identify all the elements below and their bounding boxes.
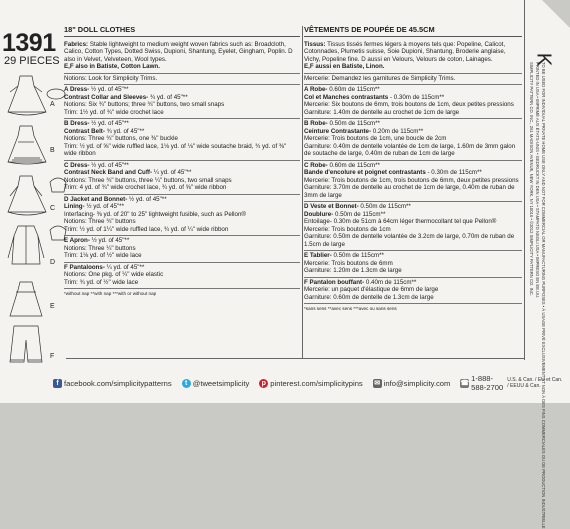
section-title: F Pantaloons- xyxy=(64,263,105,271)
section-trim: Trim: 1½ yd. of ¾" wide crochet lace xyxy=(64,108,164,116)
sketch-letter-e: E xyxy=(50,303,55,310)
section-yardage: 0.50m de 115cm** xyxy=(358,203,411,210)
section-sub: Ceinture Contrastante- xyxy=(304,127,372,135)
section-sub: Contrast Belt- xyxy=(64,127,105,135)
footer-divider xyxy=(66,358,524,359)
english-section-b xyxy=(64,119,300,161)
section-sub-yardage: - 0.30m de 115cm** xyxy=(425,169,482,176)
phone-note: U.S. & Can. / EU et Can. / EEUU & Can. xyxy=(507,377,563,389)
section-notions: Mercerie: un paquet d'élastique de 6mm de large xyxy=(304,286,439,293)
section-trim: Trim: 4 yd. of ¾" wide crochet lace, ¾ yd. of ⅝" wide ribbon xyxy=(64,184,227,191)
section-sub-yardage: - 0.30m de 115cm** xyxy=(388,93,445,101)
garment-sketches xyxy=(6,72,68,374)
section-yardage: ½ yd. of 45"** xyxy=(127,195,167,203)
fabrics-ef: E,F also in Batiste, Cotton Lawn. xyxy=(64,63,160,70)
french-section-f xyxy=(304,278,522,305)
section-title: B Dress- xyxy=(64,120,90,127)
section-notions: Notions: Six ¾" buttons; three ¾" buttons, two small snaps xyxy=(64,101,225,108)
section-trim: Trim: ½ yd. of ⅝" wide ruffled lace, 1⅛ yd. of ⅛" wide soutache braid, ¾ yd. of ⅜" wide ribbon xyxy=(64,142,287,157)
footer-contacts xyxy=(0,371,570,395)
envelope-icon: ✉ xyxy=(374,379,381,387)
section-sub-yardage: 0.50m de 115cm** xyxy=(333,210,386,218)
section-trim: Garniture: 0.50m de dentelle volantée de 3.2cm de large, 0.70m de ruban de 1.5cm de large xyxy=(304,233,515,248)
dress-a-sketch xyxy=(8,76,65,115)
section-yardage: 0.60m de 115cm** xyxy=(327,86,380,93)
section-notions: Notions: One pkg. of ¼" wide elastic xyxy=(64,271,164,278)
facebook-text: facebook.com/simplicitypatterns xyxy=(64,378,172,388)
section-trim: Garniture: 0.60m de dentelle de 1.3cm de large xyxy=(304,293,434,301)
section-title: A Dress- xyxy=(64,86,90,93)
french-title: VÊTEMENTS DE POUPÉE DE 45.5CM xyxy=(304,26,522,37)
section-notions: Mercerie: Trois boutons de 6mm xyxy=(304,259,393,267)
section-sub-yardage: ¼ yd. of 45"** xyxy=(152,169,192,176)
section-notions: Mercerie: Trois boutons de 1cm, une boucle de 2cm xyxy=(304,135,447,142)
section-title: E Apron- xyxy=(64,237,90,244)
legal-line-1: TO BE USED FOR INDIVIDUAL PRIVATE HOME USE ONLY AND NOT FOR COMMERCIAL OR MANUFACTURING PURPOSES • À USAGE PRIVÉ EXCLUSIVEMENT ET NON À DES FINS COMMERCIALES OU DE PRODUCTION INDUSTRIELLE xyxy=(541,62,546,529)
french-section-b xyxy=(304,119,522,161)
sketch-letter-a: A xyxy=(50,101,55,108)
section-notions: Mercerie: Six boutons de 6mm, trois boutons de 1cm, deux petites pressions xyxy=(304,101,514,108)
section-trim: Trim: 1⅛ yd. of ½" wide lace xyxy=(64,252,142,259)
section-title: A Robe- xyxy=(304,86,328,93)
french-footnote: *sans sens **avec sens ***avec ou sans sens xyxy=(304,306,397,311)
phone-icon: ☎ xyxy=(460,379,470,387)
section-yardage: 0.40m de 115cm** xyxy=(364,278,417,286)
section-sub: Contrast Neck Band and Cuff- xyxy=(64,169,153,176)
twitter-link[interactable] xyxy=(182,379,250,388)
section-yardage: 0.60m de 115cm** xyxy=(327,161,380,169)
phone-text: 1-888-588-2700 xyxy=(471,374,504,392)
jacket-d-sketch xyxy=(8,226,66,264)
english-section-f xyxy=(64,263,300,290)
section-notions: Notions: Three ¾" buttons, three ¼" buttons, two small snaps xyxy=(64,176,232,184)
section-yardage: 0.50m de 115cm** xyxy=(331,252,384,259)
french-notions-intro: Mercerie: Demandez les garnitures de Simplicity Trims. xyxy=(304,74,522,86)
fabrics-text: Stable lightweight to medium weight woven fabrics such as: Broadcloth, Calico, Cotton Types, Dotted Swiss, Dupioni, Shantung, Eyelet, Gingham, Poplin. D also in Velvet, Velveteen, Wool types. xyxy=(64,40,293,63)
english-section-e xyxy=(64,236,300,263)
dress-b-sketch xyxy=(8,126,46,164)
section-interfacing: Entoilage- 0.30m de 51cm à 64cm léger thermocollant tel que Pellon® xyxy=(304,218,497,225)
fabrics-label: Fabrics: xyxy=(64,40,89,48)
pinterest-icon: p xyxy=(259,379,268,388)
legal-text xyxy=(528,62,550,529)
section-trim: Garniture: 1.40m de dentelle au crochet de 1cm de large xyxy=(304,108,460,116)
sketch-letter-c: C xyxy=(50,205,56,212)
pattern-number: 1391 xyxy=(2,29,56,57)
sketch-letter-b: B xyxy=(50,147,55,154)
fabrics-text: Tissus tissés fermes légers à moyens tels que: Popeline, Calicot, Cotonnades, Plumetis suisse, Soie Dupioni, Shantung, Broderie anglaise, Vichy, Popeline fine. D aussi en Velours, Velours de coton, Lainages. xyxy=(304,40,506,63)
section-sub-yardage: ¾ yd. of 45"** xyxy=(104,127,145,135)
section-notions: Mercerie: Trois boutons de 1cm, trois boutons de 6mm, deux petites pressions xyxy=(304,176,519,184)
email-text: info@simplicity.com xyxy=(383,378,451,388)
piece-count: 29 PIECES xyxy=(4,55,60,67)
section-yardage: 0.50m de 115cm** xyxy=(327,120,380,127)
legal-line-3: SIMPLICITY PATTERN CO. INC., 261 MADISON AVENUE, NEW YORK, NY 10016 • ©2012 SIMPLICITY PATTERN CO. INC. xyxy=(529,62,534,296)
section-title: E Tablier- xyxy=(304,252,332,259)
section-trim: Trim: ½ yd. of 1¼" wide ruffled lace, ¾ yd. of ¼" wide ribbon xyxy=(64,225,229,233)
section-sub: Bande d'encolure et poignet contrastants xyxy=(304,169,426,176)
twitter-text: @tweetsimplicity xyxy=(192,378,250,388)
column-divider xyxy=(302,26,303,358)
sketch-letter-d: D xyxy=(50,259,56,266)
section-trim: Garniture: 0.40m de dentelle volantée de 1cm de large, 1.60m de 3mm galon de soutache de large, 0.40m de ruban de 1cm de large xyxy=(304,142,516,157)
section-sub: Doublure- xyxy=(304,210,334,218)
sketch-letter-f: F xyxy=(50,353,55,360)
section-interfacing: Interfacing- ⅜ yd. of 20" to 25" lightweight fusible, such as Pellon® xyxy=(64,210,246,218)
section-title: F Pantalon bouffant- xyxy=(304,278,365,286)
apron-e-sketch xyxy=(10,282,42,316)
english-footnote: *without nap **with nap ***with or without nap xyxy=(64,291,157,296)
section-notions: Notions: Three ¾" buttons, one ⅜" buckle xyxy=(64,135,179,142)
section-sub: Contrast Collar and Sleeves- xyxy=(64,93,149,101)
section-yardage: ½ yd. of 45"** xyxy=(89,120,129,127)
french-column xyxy=(304,26,522,313)
legal-line-2: PRINTED IN USA • IMPRIMÉ AUX ÉTATS-UNIS • GEDRUCKT IN DEN USA • STAMPATO NEGLI USA • IMPRESO EN EE.UU. xyxy=(535,62,540,299)
section-sub-yardage: 0.20m de 115cm** xyxy=(371,127,424,135)
section-sub: Col et Manches contrastants xyxy=(304,93,389,101)
english-fabrics xyxy=(64,40,300,74)
english-section-d xyxy=(64,195,300,237)
size-letter: K xyxy=(532,52,555,67)
fabrics-label: Tissus: xyxy=(304,40,326,48)
section-notions: Notions: Three ¾" buttons xyxy=(64,218,136,225)
section-sub: Lining- xyxy=(64,203,85,210)
english-title: 18" DOLL CLOTHES xyxy=(64,26,300,37)
twitter-icon: t xyxy=(182,379,191,388)
section-title: D Veste et Bonnet- xyxy=(304,203,359,210)
section-trim: Garniture: 1.20m de 1.3cm de large xyxy=(304,267,402,274)
section-title: C Dress- xyxy=(64,161,90,169)
facebook-link[interactable] xyxy=(53,379,172,388)
english-section-a xyxy=(64,85,300,119)
section-sub-yardage: ½ yd. of 45"** xyxy=(84,203,124,210)
pantaloons-f-sketch xyxy=(10,326,42,362)
section-yardage: ½ yd. of 45"** xyxy=(89,86,129,93)
section-yardage: ½ yd. of 45"** xyxy=(89,161,129,169)
garment-line-art xyxy=(6,72,68,374)
section-title: D Jacket and Bonnet- xyxy=(64,195,128,203)
folded-corner xyxy=(542,0,570,28)
pinterest-text: pinterest.com/simplicitypins xyxy=(270,378,363,388)
fabrics-ef: E,F aussi en Batiste, Linon. xyxy=(304,63,385,70)
section-title: B Robe- xyxy=(304,120,328,127)
email-link[interactable] xyxy=(373,379,451,388)
section-notions: Notions: Three ¼" buttons xyxy=(64,244,136,252)
french-section-a xyxy=(304,85,522,119)
facebook-icon: f xyxy=(53,379,62,388)
pinterest-link[interactable] xyxy=(259,379,362,388)
section-title: C Robe- xyxy=(304,161,328,169)
section-trim: Trim: ¾ yd. of ½" wide lace xyxy=(64,278,139,286)
section-sub-yardage: ¾ yd. of 45"** xyxy=(148,93,188,101)
english-column xyxy=(64,26,300,298)
french-fabrics xyxy=(304,40,522,74)
legal-divider xyxy=(524,0,525,360)
section-yardage: ¼ yd. of 45"** xyxy=(104,263,145,271)
french-section-e xyxy=(304,251,522,278)
section-notions: Mercerie: Trois boutons de 1cm xyxy=(304,225,391,233)
french-section-c xyxy=(304,161,522,203)
english-notions-intro: Notions: Look for Simplicity Trims. xyxy=(64,74,300,86)
phone-contact xyxy=(460,374,564,392)
section-yardage: ½ yd. of 45"** xyxy=(89,237,130,244)
dress-c-sketch xyxy=(8,176,66,215)
section-trim: Garniture: 3.70m de dentelle au crochet de 1cm de large, 0.40m de ruban de 3mm de large xyxy=(304,184,515,199)
english-section-c xyxy=(64,161,300,195)
french-section-d xyxy=(304,202,522,251)
